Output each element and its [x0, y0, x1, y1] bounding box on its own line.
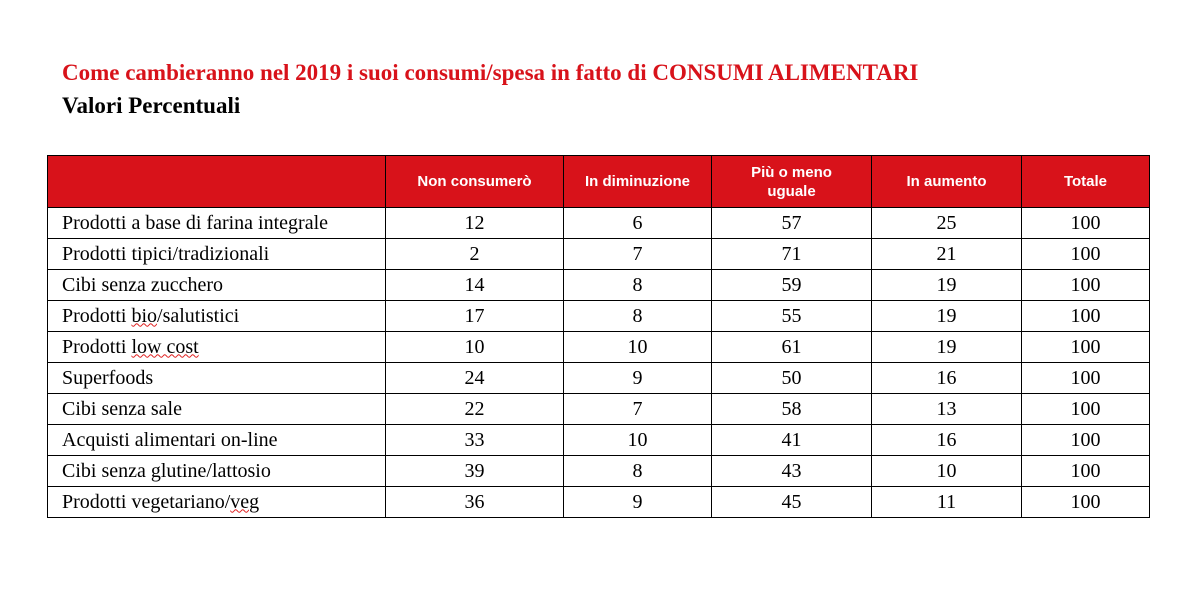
cell-piu-o-meno-uguale: 43 [712, 456, 872, 487]
cell-piu-o-meno-uguale: 59 [712, 270, 872, 301]
row-label [48, 270, 386, 301]
cell-non-consumero: 36 [386, 487, 564, 518]
cell-in-diminuzione: 9 [564, 363, 712, 394]
cell-piu-o-meno-uguale: 50 [712, 363, 872, 394]
cell-in-aumento: 16 [872, 425, 1022, 456]
cell-piu-o-meno-uguale: 58 [712, 394, 872, 425]
spellcheck-underlined-word: bio [131, 304, 158, 327]
cell-non-consumero: 33 [386, 425, 564, 456]
header-cell-in-aumento: In aumento [872, 156, 1022, 208]
table-row [48, 456, 1150, 487]
header-cell-label [48, 156, 386, 208]
cell-piu-o-meno-uguale: 55 [712, 301, 872, 332]
row-label [48, 394, 386, 425]
row-label-text: Prodotti a base di farina integrale [62, 211, 329, 234]
cell-in-diminuzione: 10 [564, 332, 712, 363]
header-text-piu-o-meno-uguale: Più o meno uguale [751, 163, 832, 200]
row-label [48, 456, 386, 487]
row-label-text: /salutistici [157, 304, 240, 327]
table-row [48, 270, 1150, 301]
cell-piu-o-meno-uguale: 41 [712, 425, 872, 456]
cell-in-diminuzione: 8 [564, 270, 712, 301]
header-cell-piu-o-meno-uguale [712, 156, 872, 208]
cell-in-diminuzione: 7 [564, 239, 712, 270]
cell-non-consumero: 39 [386, 456, 564, 487]
document-subtitle: Valori Percentuali [62, 93, 241, 118]
row-label [48, 208, 386, 239]
cell-totale: 100 [1022, 332, 1150, 363]
cell-in-diminuzione: 8 [564, 301, 712, 332]
row-label-text: Prodotti vegetariano/ [62, 490, 231, 513]
row-label-text: Acquisti alimentari on-line [62, 428, 278, 451]
table-row [48, 487, 1150, 518]
cell-in-diminuzione: 7 [564, 394, 712, 425]
table-row [48, 239, 1150, 270]
row-label [48, 487, 386, 518]
cell-totale: 100 [1022, 239, 1150, 270]
row-label-text: Cibi senza zucchero [62, 273, 224, 296]
table-row [48, 301, 1150, 332]
cell-in-aumento: 16 [872, 363, 1022, 394]
cell-in-aumento: 25 [872, 208, 1022, 239]
table-row [48, 425, 1150, 456]
header-text-in-diminuzione: In diminuzione [585, 173, 690, 190]
row-label-text: Prodotti [62, 335, 132, 358]
cell-non-consumero: 10 [386, 332, 564, 363]
data-table [47, 155, 1150, 518]
cell-non-consumero: 14 [386, 270, 564, 301]
cell-in-aumento: 19 [872, 332, 1022, 363]
cell-in-aumento: 21 [872, 239, 1022, 270]
spellcheck-underlined-word: low cost [131, 335, 199, 358]
header-cell-totale: Totale [1022, 156, 1150, 208]
table-row [48, 208, 1150, 239]
cell-non-consumero: 24 [386, 363, 564, 394]
cell-totale: 100 [1022, 487, 1150, 518]
cell-piu-o-meno-uguale: 61 [712, 332, 872, 363]
cell-non-consumero: 17 [386, 301, 564, 332]
cell-in-diminuzione: 10 [564, 425, 712, 456]
cell-in-aumento: 10 [872, 456, 1022, 487]
cell-piu-o-meno-uguale: 71 [712, 239, 872, 270]
cell-totale: 100 [1022, 270, 1150, 301]
row-label [48, 332, 386, 363]
cell-in-aumento: 19 [872, 270, 1022, 301]
row-label-text: Prodotti [62, 304, 132, 327]
row-label-text: Superfoods [62, 366, 154, 389]
cell-in-diminuzione: 8 [564, 456, 712, 487]
row-label [48, 425, 386, 456]
document-title: Come cambieranno nel 2019 i suoi consumi/spesa in fatto di CONSUMI ALIMENTARI [62, 60, 919, 85]
row-label [48, 301, 386, 332]
spellcheck-underlined-word: veg [230, 490, 260, 513]
table-row [48, 332, 1150, 363]
header-row [48, 156, 1150, 208]
row-label-text: Prodotti tipici/tradizionali [62, 242, 270, 265]
cell-totale: 100 [1022, 363, 1150, 394]
cell-totale: 100 [1022, 425, 1150, 456]
cell-in-aumento: 11 [872, 487, 1022, 518]
cell-totale: 100 [1022, 301, 1150, 332]
cell-totale: 100 [1022, 208, 1150, 239]
row-label [48, 239, 386, 270]
cell-totale: 100 [1022, 394, 1150, 425]
cell-in-aumento: 19 [872, 301, 1022, 332]
cell-in-diminuzione: 6 [564, 208, 712, 239]
cell-piu-o-meno-uguale: 45 [712, 487, 872, 518]
row-label-text: Cibi senza sale [62, 397, 182, 420]
cell-non-consumero: 12 [386, 208, 564, 239]
header-cell-in-diminuzione [564, 156, 712, 208]
cell-in-diminuzione: 9 [564, 487, 712, 518]
cell-in-aumento: 13 [872, 394, 1022, 425]
cell-piu-o-meno-uguale: 57 [712, 208, 872, 239]
row-label [48, 363, 386, 394]
cell-totale: 100 [1022, 456, 1150, 487]
header-cell-non-consumero: Non consumerò [386, 156, 564, 208]
table-row [48, 363, 1150, 394]
cell-non-consumero: 2 [386, 239, 564, 270]
row-label-text: Cibi senza glutine/lattosio [62, 459, 271, 482]
table-row [48, 394, 1150, 425]
cell-non-consumero: 22 [386, 394, 564, 425]
